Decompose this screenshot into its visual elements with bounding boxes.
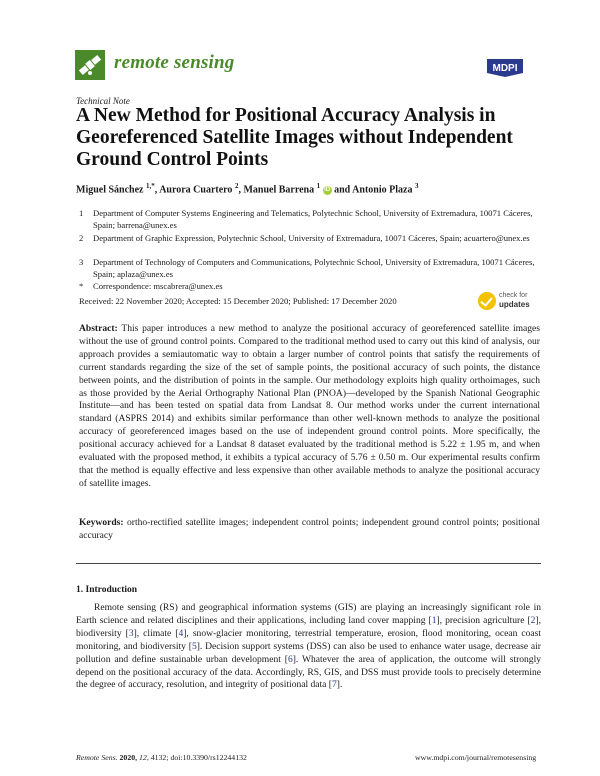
check-updates-line1: check for — [499, 292, 528, 299]
citation-link[interactable]: 2 — [530, 614, 536, 626]
citation-link[interactable]: 7 — [332, 679, 337, 691]
journal-name: remote sensing — [114, 52, 235, 73]
publication-dates: Received: 22 November 2020; Accepted: 15 December 2020; Published: 17 December 2020 — [79, 296, 397, 306]
intro-text: Remote sensing (RS) and geographical information systems (GIS) are playing an increasingly significant role in Earth science and related disciplines and their applications, including land cover mapping [ — [76, 602, 541, 626]
citation-link[interactable]: 5 — [191, 640, 197, 652]
checkmark-icon — [478, 292, 496, 310]
abstract-text: This paper introduces a new method to analyze the positional accuracy of georeferenced satellite images without the use of ground control points. Compared to the traditional method used to carry out this kind of analysis, our approach provides a semiautomatic way to obtain a larger number of control points that satisfy the requirements of current standards regarding the size of the set of sample points, the positional accuracy of such points, the distance between points, and the distribution of points in the sample. Our methodology exploits high quality orthoimages, such as those provided by the Aerial Orthography National Plan (PNOA)—developed by the Spanish National Geographic Institute—and has been tested on spatial data from Landsat 8. Our method works under the current international standard (ASPRS 2014) and exhibits similar performance than other well-known methods to analyze the positional accuracy of georeferenced images based on the use of independent ground control points. More specifically, the positional accuracy achieved for a Landsat 8 dataset evaluated by the traditional method is 5.22 ± 1.95 m, and when evaluated with the proposed method, it exhibits a typical accuracy of 5.76 ± 0.50 m. Our experimental results confirm that the method is equally effective and less expensive than other available methods to analyze the positional accuracy of satellite images. — [79, 323, 540, 489]
affiliation-text: Department of Graphic Expression, Polytechnic School, University of Extremadura, 10071 Cáceres, Spain; acuartero@unex.es — [93, 233, 530, 243]
footer-volume: 12, — [139, 753, 149, 762]
footer-year: 2020, — [119, 753, 138, 762]
author-name: Miguel Sánchez — [76, 184, 144, 196]
author-name: Manuel Barrena — [243, 184, 315, 196]
intro-text: ]. — [336, 679, 343, 691]
keywords-text: ortho-rectified satellite images; independent control points; independent ground control points; positional accuracy — [79, 517, 540, 541]
author-affiliation-mark: 1 — [316, 182, 321, 190]
author-list — [76, 182, 546, 195]
author-separator: , — [154, 184, 160, 196]
author-affiliation-mark: 1,* — [146, 182, 155, 190]
satellite-icon — [75, 50, 105, 80]
intro-text: ], biodiversity [ — [76, 614, 541, 639]
abstract — [79, 323, 540, 491]
citation-link[interactable]: 6 — [287, 653, 293, 665]
correspondence-mark: * — [79, 281, 84, 291]
footer-doi: 4132; doi:10.3390/rs12244132 — [150, 753, 247, 762]
intro-text: ], climate [ — [133, 627, 179, 639]
intro-text: ], snow-glacier monitoring, terrestrial temperature, erosion, flood monitoring, ocean coast monitoring, and biodiversity [ — [76, 627, 541, 652]
keywords — [79, 517, 540, 543]
footer-journal-url[interactable]: www.mdpi.com/journal/remotesensing — [415, 753, 537, 762]
affiliation-number: 2 — [79, 233, 84, 243]
citation-link[interactable]: 1 — [431, 614, 437, 626]
article-type: Technical Note — [76, 96, 130, 106]
author-name: Aurora Cuartero — [159, 184, 233, 196]
citation-link[interactable]: 3 — [128, 627, 134, 639]
affiliation-text: Department of Computer Systems Engineering and Telematics, Polytechnic School, University of Extremadura, 10071 Cáceres, Spain; barrena@unex.es — [93, 208, 533, 230]
intro-text: ]. Decision support systems (DSS) can also be used to enhance water usage, decrease air pollution and define sustainable urban development [ — [76, 640, 541, 665]
author-affiliation-mark: 2 — [234, 182, 239, 190]
check-updates-line2: updates — [499, 300, 530, 309]
correspondence-text: Correspondence: mscabrera@unex.es — [93, 281, 223, 291]
author-name: Antonio Plaza — [352, 184, 413, 196]
citation-link[interactable]: 4 — [178, 627, 184, 639]
affiliation-number: 3 — [79, 257, 84, 267]
section-heading: 1. Introduction — [76, 585, 138, 595]
mdpi-logo[interactable] — [483, 55, 527, 79]
affiliation-number: 1 — [79, 208, 84, 218]
introduction-paragraph — [76, 602, 541, 692]
intro-text: ]. Whatever the area of application, the outcome will strongly depend on the positional accuracy of the data. Accordingly, RS, GIS, and DSS must provide tools to precisely determine the degree of accuracy, resolution, and integrity of positional data [ — [76, 653, 541, 691]
mdpi-logo-text: MDPI — [492, 63, 518, 74]
article-title: A New Method for Positional Accuracy Analysis in Georeferenced Satellite Images without Independent Ground Control Points — [76, 105, 513, 170]
affiliation-text: Department of Technology of Computers and Communications, Polytechnic School, University of Extremadura, 10071 Cáceres, Spain; aplaza@unex.es — [93, 257, 535, 279]
author-separator: and — [331, 184, 353, 196]
check-for-updates-badge[interactable] — [478, 290, 538, 312]
author-separator: , — [238, 184, 244, 196]
intro-text: ], precision agriculture [ — [436, 614, 531, 626]
footer-journal-abbr: Remote Sens. — [76, 753, 118, 762]
section-divider — [76, 563, 541, 564]
footer-citation — [76, 753, 247, 762]
orcid-icon[interactable]: iD — [324, 187, 331, 194]
keywords-label: Keywords: — [79, 517, 124, 528]
abstract-label: Abstract: — [79, 323, 118, 334]
author-affiliation-mark: 3 — [414, 182, 419, 190]
